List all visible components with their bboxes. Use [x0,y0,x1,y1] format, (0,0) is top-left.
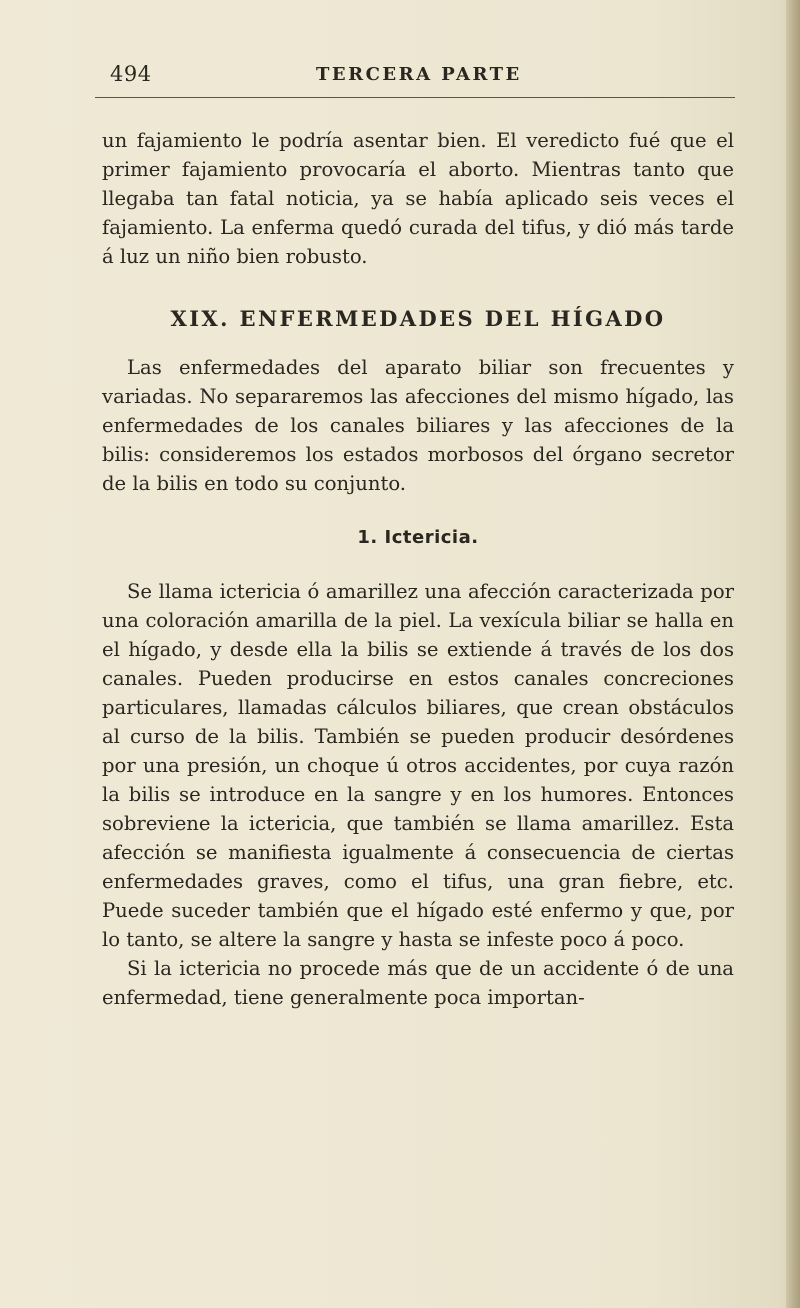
page-edge [786,0,800,1308]
running-head: TERCERA PARTE [316,64,522,85]
paragraph-4: Si la ictericia no procede más que de un accidente ó de una enfermedad, tiene generalmente poca importan- [102,957,734,1009]
paragraph-2: Las enfermedades del aparato biliar son frecuentes y variadas. No separaremos las afecciones del mismo hígado, las enfermedades de los canales biliares y las afecciones de la bilis: consideremos los estados morbosos del órgano secretor de la bilis en todo su conjunto. [102,356,734,495]
section-title: XIX. ENFERMEDADES DEL HÍGADO [170,306,666,331]
subsection-title: 1. Ictericia. [357,527,479,548]
page-body [102,126,734,1012]
paragraph-3: Se llama ictericia ó amarillez una afección caracterizada por una coloración amarilla de la piel. La vexícula biliar se halla en el hígado, y desde ella la bilis se extiende á través de los dos canales. Pueden producirse en estos canales concreciones particulares, llamadas cálculos biliares, que crean obstáculos al curso de la bilis. También se pueden producir desórdenes por una presión, un choque ú otros accidentes, por cuya razón la bilis se introduce en la sangre y en los humores. Entonces sobreviene la ictericia, que también se llama amarillez. Esta afección se manifiesta igualmente á consecuencia de ciertas enfermedades graves, como el tifus, una gran fiebre, etc. Puede suceder también que el hígado esté enfermo y que, por lo tanto, se altere la sangre y hasta se infeste poco á poco. [102,580,734,951]
header-rule [95,97,735,98]
page-number: 494 [110,62,152,86]
paragraph-1: un fajamiento le podría asentar bien. El veredicto fué que el primer fajamiento provocaría el aborto. Mientras tanto que llegaba tan fatal noticia, ya se había aplicado seis veces el fajamiento. La enferma quedó curada del tifus, y dió más tarde á luz un niño bien robusto. [102,129,734,268]
page-header [95,60,735,100]
